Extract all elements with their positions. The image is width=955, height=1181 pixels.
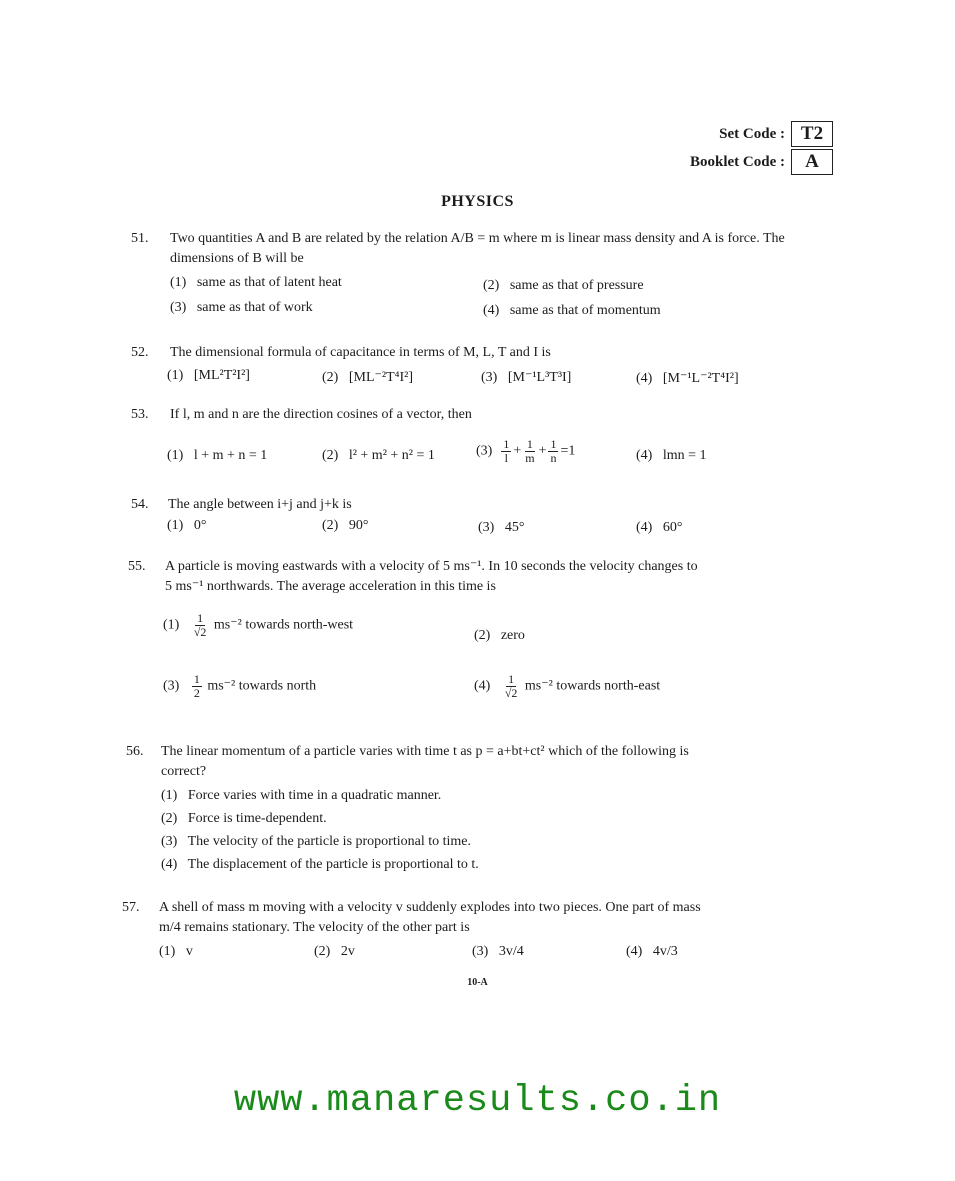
set-code-row bbox=[690, 120, 833, 148]
option-text: same as that of momentum bbox=[509, 303, 661, 318]
question-text-line-1: A particle is moving eastwards with a velocity of 5 ms⁻¹. In 10 seconds the velocity changes to bbox=[165, 559, 698, 574]
fraction: $\frac{1}{l}$ bbox=[503, 437, 510, 465]
option-2 bbox=[483, 276, 644, 296]
option-rhs: =1 bbox=[560, 443, 576, 459]
option-number: (4) bbox=[483, 303, 500, 318]
option-number: (4) bbox=[636, 371, 653, 386]
option-number: (1) bbox=[170, 275, 187, 290]
option-number: (4) bbox=[626, 944, 643, 959]
option-text: l + m + n = 1 bbox=[193, 448, 268, 463]
question-number: 52. bbox=[131, 345, 149, 360]
option-3 bbox=[481, 368, 571, 388]
option-number: (4) bbox=[636, 520, 653, 535]
option-text: same as that of work bbox=[196, 300, 313, 315]
option-number: (2) bbox=[322, 448, 339, 463]
codes-block bbox=[690, 120, 833, 176]
option-text: zero bbox=[500, 628, 525, 643]
page-code: 10-A bbox=[467, 977, 488, 988]
question-number: 53. bbox=[131, 407, 149, 422]
option-text: ms⁻² towards north bbox=[207, 678, 317, 694]
option-1 bbox=[163, 612, 353, 639]
option-text: v bbox=[185, 944, 193, 959]
option-text: same as that of pressure bbox=[509, 278, 644, 293]
option-1 bbox=[167, 366, 250, 386]
option-4 bbox=[636, 446, 707, 466]
option-number: (2) bbox=[483, 278, 500, 293]
option-text: 4v/3 bbox=[652, 944, 678, 959]
option-number: (1) bbox=[167, 448, 184, 463]
question-text-line-2: m/4 remains stationary. The velocity of the other part is bbox=[159, 920, 470, 935]
option-text: 60° bbox=[662, 520, 683, 535]
option-number: (2) bbox=[161, 811, 178, 826]
option-1 bbox=[161, 786, 441, 806]
option-number: (2) bbox=[322, 370, 339, 385]
option-1 bbox=[167, 446, 267, 466]
option-4 bbox=[636, 518, 682, 538]
option-4 bbox=[161, 855, 479, 875]
question-text-line-2: correct? bbox=[161, 764, 207, 779]
option-number: (3) bbox=[476, 443, 493, 459]
option-number: (3) bbox=[170, 300, 187, 315]
question-text-line-1: The linear momentum of a particle varies with time t as p = a+bt+ct² which of the following is bbox=[161, 744, 689, 759]
option-text: same as that of latent heat bbox=[196, 275, 342, 290]
option-number: (3) bbox=[163, 678, 180, 694]
question-number: 51. bbox=[131, 231, 149, 246]
option-4 bbox=[636, 369, 739, 389]
option-text: ms⁻² towards north-west bbox=[213, 617, 354, 633]
option-number: (4) bbox=[636, 448, 653, 463]
option-2 bbox=[322, 516, 368, 536]
option-3: (3) $\frac{1}{l}$ + $\frac{1}{m}$ + $\frac{1}{n}$ =1 bbox=[476, 437, 576, 465]
question-text: The dimensional formula of capacitance in terms of M, L, T and I is bbox=[170, 345, 551, 360]
option-4 bbox=[483, 301, 661, 321]
question-text: Two quantities A and B are related by the relation A/B = m where m is linear mass density and A is force. The dimensions of B will be bbox=[170, 231, 785, 266]
option-text: l² + m² + n² = 1 bbox=[348, 448, 435, 463]
option-number: (1) bbox=[163, 617, 180, 633]
option-text: 45° bbox=[504, 520, 525, 535]
question-number: 54. bbox=[131, 497, 149, 512]
question-number: 55. bbox=[128, 559, 146, 574]
booklet-code-value: A bbox=[791, 149, 833, 175]
fraction: $\frac{1}{n}$ bbox=[550, 437, 557, 465]
option-3 bbox=[170, 298, 313, 318]
option-1 bbox=[170, 273, 342, 293]
question-number: 57. bbox=[122, 900, 140, 915]
option-number: (3) bbox=[472, 944, 489, 959]
booklet-code-row bbox=[690, 148, 833, 176]
option-number: (2) bbox=[474, 628, 491, 643]
option-text: The velocity of the particle is proportional to time. bbox=[187, 834, 471, 849]
option-text: Force is time-dependent. bbox=[187, 811, 327, 826]
option-number: (2) bbox=[314, 944, 331, 959]
option-2 bbox=[161, 809, 327, 829]
question-text-line-1: A shell of mass m moving with a velocity v suddenly explodes into two pieces. One part of mass bbox=[159, 900, 701, 915]
option-2 bbox=[474, 626, 525, 646]
option-text: The displacement of the particle is proportional to t. bbox=[187, 857, 479, 872]
option-number: (4) bbox=[161, 857, 178, 872]
option-text: 0° bbox=[193, 518, 207, 533]
option-number: (1) bbox=[167, 368, 184, 383]
fraction: $\frac{1}{m}$ bbox=[525, 437, 535, 465]
question-text: The angle between i+j and j+k is bbox=[168, 497, 352, 512]
option-text: [ML²T²I²] bbox=[193, 368, 250, 383]
page-title: PHYSICS bbox=[441, 193, 514, 210]
website-watermark: www.manaresults.co.in bbox=[233, 1080, 722, 1122]
option-2 bbox=[322, 446, 435, 466]
option-text: lmn = 1 bbox=[662, 448, 707, 463]
fraction: $\frac{1}{√2}$ bbox=[193, 611, 207, 639]
option-1 bbox=[167, 516, 206, 536]
option-number: (4) bbox=[474, 678, 491, 694]
option-3 bbox=[478, 518, 524, 538]
option-number: (3) bbox=[161, 834, 178, 849]
set-code-label: Set Code : bbox=[719, 125, 785, 142]
option-4 bbox=[626, 942, 678, 962]
option-text: ms⁻² towards north-east bbox=[524, 678, 661, 694]
set-code-value: T2 bbox=[791, 121, 833, 147]
option-text: [ML⁻²T⁴I²] bbox=[348, 370, 414, 385]
option-text: [M⁻¹L³T³I] bbox=[507, 370, 572, 385]
option-number: (2) bbox=[322, 518, 339, 533]
fraction: $\frac{1}{2}$ bbox=[193, 672, 200, 700]
option-number: (3) bbox=[478, 520, 495, 535]
option-text: 2v bbox=[340, 944, 355, 959]
option-3 bbox=[472, 942, 524, 962]
option-text: 3v/4 bbox=[498, 944, 524, 959]
option-2 bbox=[314, 942, 355, 962]
option-4 bbox=[474, 673, 660, 700]
option-number: (3) bbox=[481, 370, 498, 385]
question-number: 56. bbox=[126, 744, 144, 759]
option-text: Force varies with time in a quadratic manner. bbox=[187, 788, 442, 803]
option-number: (1) bbox=[167, 518, 184, 533]
option-text: [M⁻¹L⁻²T⁴I²] bbox=[662, 371, 739, 386]
option-3 bbox=[163, 673, 316, 700]
question-text-line-2: 5 ms⁻¹ northwards. The average acceleration in this time is bbox=[165, 579, 496, 594]
option-1 bbox=[159, 942, 193, 962]
option-2 bbox=[322, 368, 413, 388]
option-3 bbox=[161, 832, 471, 852]
fraction: $\frac{1}{√2}$ bbox=[504, 672, 518, 700]
option-number: (1) bbox=[159, 944, 176, 959]
option-number: (1) bbox=[161, 788, 178, 803]
option-text: 90° bbox=[348, 518, 369, 533]
booklet-code-label: Booklet Code : bbox=[690, 153, 785, 170]
question-text: If l, m and n are the direction cosines of a vector, then bbox=[170, 407, 472, 422]
